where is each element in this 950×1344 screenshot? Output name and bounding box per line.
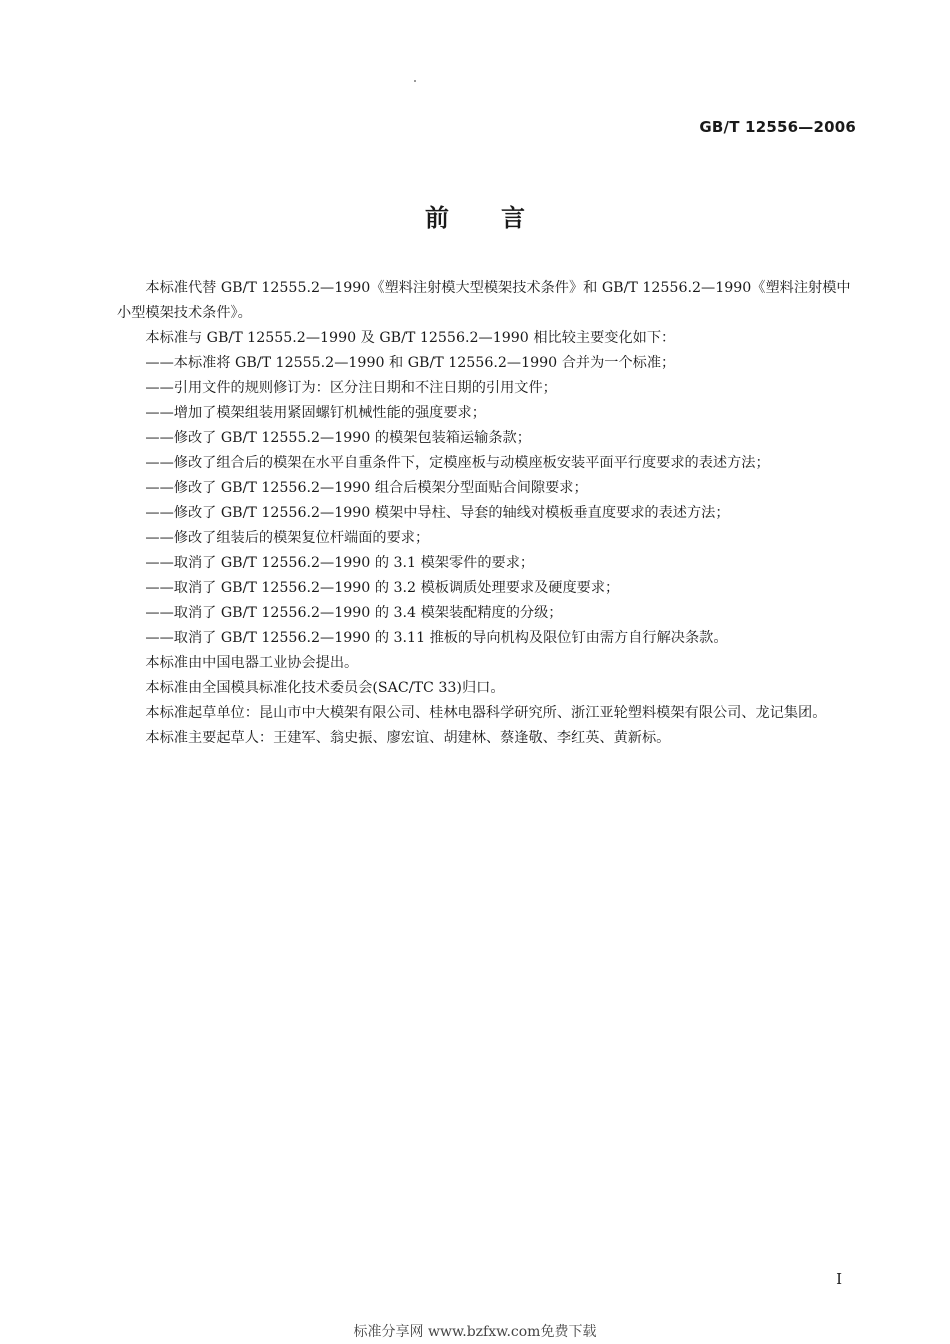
paragraph-drafters: 本标准主要起草人：王建军、翁史振、廖宏谊、胡建林、蔡逢敬、李红英、黄新标。 (145, 730, 671, 746)
change-item: ——修改了 GB/T 12556.2—1990 模架中导柱、导套的轴线对模板垂直度要求的表述方法； (145, 505, 730, 521)
change-item: ——修改了组装后的模架复位杆端面的要求； (145, 530, 430, 546)
change-item: ——引用文件的规则修订为：区分注日期和不注日期的引用文件； (145, 380, 557, 396)
change-item: ——取消了 GB/T 12556.2—1990 的 3.2 模板调质处理要求及硬度要求； (145, 580, 620, 596)
paragraph-proposer: 本标准由中国电器工业协会提出。 (145, 655, 359, 671)
change-item: ——取消了 GB/T 12556.2—1990 的 3.11 推板的导向机构及限位钉由需方自行解决条款。 (145, 630, 728, 646)
change-item: ——取消了 GB/T 12556.2—1990 的 3.1 模架零件的要求； (145, 555, 535, 571)
footer-watermark: 标准分享网 www.bzfxw.com免费下载 (353, 1324, 597, 1340)
scan-speck (414, 80, 416, 82)
change-item: ——修改了 GB/T 12556.2—1990 组合后模架分型面贴合间隙要求； (145, 480, 588, 496)
change-item: ——修改了 GB/T 12555.2—1990 的模架包装箱运输条款； (145, 430, 531, 446)
paragraph-administration: 本标准由全国模具标准化技术委员会(SAC/TC 33)归口。 (145, 680, 505, 696)
paragraph-changes-intro: 本标准与 GB/T 12555.2—1990 及 GB/T 12556.2—1990 相比较主要变化如下： (145, 330, 676, 346)
change-item: ——修改了组合后的模架在水平自重条件下，定模座板与动模座板安装平面平行度要求的表述方法； (145, 455, 770, 471)
paragraph-replacement: 本标准代替 GB/T 12555.2—1990《塑料注射模大型模架技术条件》和 GB/T 12556.2—1990《塑料注射模中小型模架技术条件》。 (117, 280, 851, 321)
page-number: I (836, 1270, 842, 1288)
standard-number: GB/T 12556—2006 (699, 118, 856, 136)
change-item: ——取消了 GB/T 12556.2—1990 的 3.4 模架装配精度的分级； (145, 605, 563, 621)
change-item: ——本标准将 GB/T 12555.2—1990 和 GB/T 12556.2—1990 合并为一个标准； (145, 355, 676, 371)
page-title: 前言 (425, 204, 577, 232)
foreword-body (117, 276, 859, 751)
paragraph-drafting-units: 本标准起草单位：昆山市中大模架有限公司、桂林电器科学研究所、浙江亚轮塑料模架有限公司、龙记集团。 (145, 705, 827, 721)
change-item: ——增加了模架组装用紧固螺钉机械性能的强度要求； (145, 405, 486, 421)
